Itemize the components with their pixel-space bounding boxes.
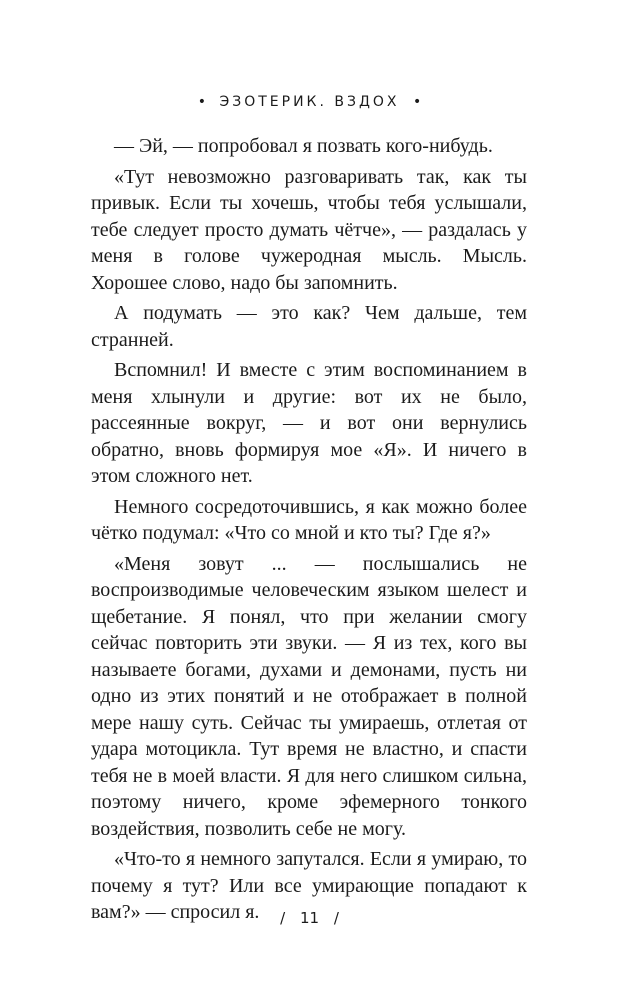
paragraph: «Тут невозможно разговаривать так, как ты привык. Если ты хочешь, чтобы тебя услышали, тебе следует просто думать чётче», — раздалась у меня в голове чужеродная мысль. Мысль. Хорошее слово, надо бы запомнить. bbox=[91, 165, 527, 294]
paragraph: «Меня зовут ... — послышались не воспроизводимые человеческим языком шелест и щебетание. Я понял, что при желании смогу сейчас повторить эти звуки. — Я из тех, кого вы называете богами, духами и демонами, пусть ни одно из этих понятий и не отображает в полной мере нашу суть. Сейчас ты умираешь, отлетая от удара мотоцикла. Тут время не властно, и спасти тебя не в моей власти. Я для него слишком сильна, поэтому ничего, кроме эфемерного тонкого воздействия, позволить себе не могу. bbox=[91, 552, 527, 840]
paragraph: — Эй, — попробовал я позвать кого-нибудь. bbox=[114, 135, 493, 157]
page-footer bbox=[0, 908, 619, 928]
body-text bbox=[91, 133, 527, 930]
header-bullet-right: • bbox=[412, 94, 422, 110]
paragraph: А подумать — это как? Чем дальше, тем странней. bbox=[91, 302, 527, 351]
running-header bbox=[0, 93, 619, 111]
header-bullet-left: • bbox=[197, 94, 207, 110]
page-slash-right: / bbox=[333, 909, 339, 927]
paragraph: «Что-то я немного запутался. Если я умираю, то почему я тут? Или все умирающие попадают к вам?» — спросил я. bbox=[91, 848, 527, 923]
paragraph: Немного сосредоточившись, я как можно более чётко подумал: «Что со мной и кто ты? Где я?» bbox=[91, 495, 527, 544]
page-number: 11 bbox=[299, 909, 320, 927]
page-slash-left: / bbox=[280, 909, 286, 927]
header-title: ЭЗОТЕРИК. ВЗДОХ bbox=[219, 94, 400, 110]
paragraph: Вспомнил! И вместе с этим воспоминанием в меня хлынули и другие: вот их не было, рассеянные вокруг, — и вот они вернулись обратно, вновь формируя мое «Я». И ничего в этом сложного нет. bbox=[91, 359, 527, 487]
